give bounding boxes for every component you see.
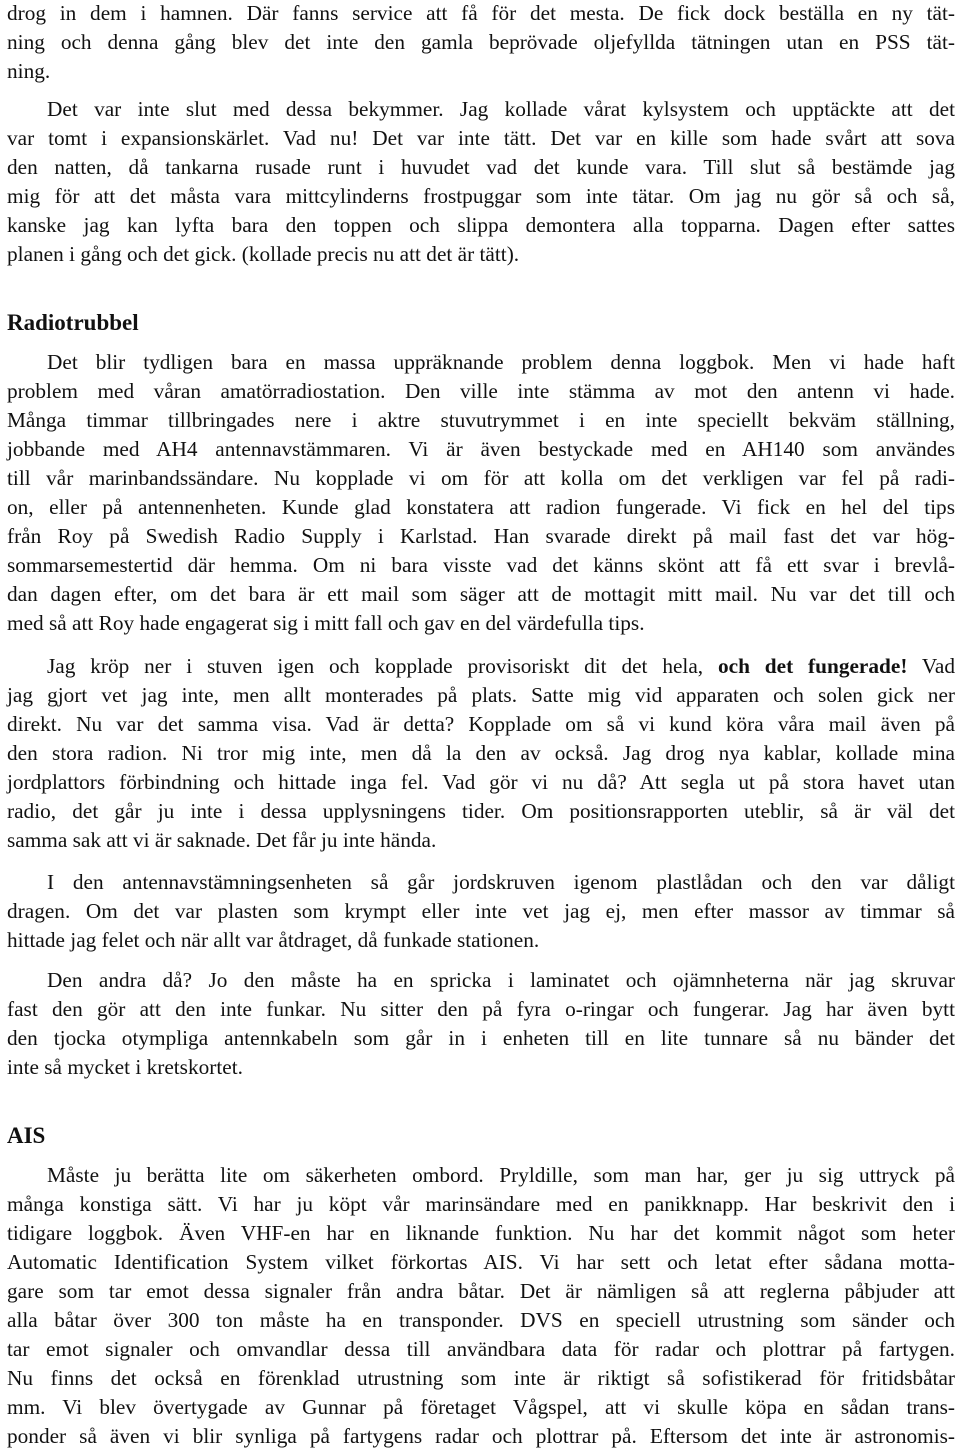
text-fragment: Vad [907,654,956,678]
text-line: drog in dem i hamnen. Där fanns service att få för det mesta. De fick dock beställa en ny tät- [7,1,955,25]
text-line: Den andra då? Jo den måste ha en spricka i laminatet och ojämnheterna när jag skruvar [47,968,955,992]
text-line: till vår marinbandssändare. Nu kopplade vi om för att kolla om det verkligen var fel på radi- [7,466,955,490]
text-line: dragen. Om det var plasten som krympt eller inte vet jag ej, men efter massor av timmar så [7,899,955,923]
text-line: problem med våran amatörradiostation. Den ville inte stämma av mot den antenn vi hade. [7,379,955,403]
paragraph-second-unit [7,966,955,1082]
text-line: många konstiga sätt. Vi har ju köpt vår marinsändare med en panikknapp. Har beskrivit den i [7,1192,955,1216]
text-line: samma sak att vi är saknade. Det får ju inte hända. [7,828,437,852]
section-heading-ais: AIS [7,1123,46,1148]
paragraph-ground-screw [7,868,955,955]
text-line: sommarsemestertid där hemma. Om ni bara visste vad det känns skönt att få ett svar i brevlå- [7,553,955,577]
text-line: inte så mycket i kretskortet. [7,1055,243,1079]
text-line: med så att Roy hade engagerat sig i mitt fall och gav en del värdefulla tips. [7,611,645,635]
text-line: hittade jag felet och när allt var åtdraget, då funkade stationen. [7,928,540,952]
emphasis-text: och det fungerade! [717,654,908,678]
text-line: jordplattors förbindning och hittade inga fel. Vad gör vi nu då? Att segla ut på stora havet utan [7,770,955,794]
section-heading-radiotrubbel: Radiotrubbel [7,310,139,335]
text-line: ning. [7,59,51,83]
paragraph-cooling-system [7,95,955,269]
text-line: Måste ju berätta lite om säkerheten ombord. Pryldille, som man har, ger ju sig uttryck på [47,1163,955,1187]
text-line: ponder så även vi blir synliga på fartygens radar och plottrar på. Eftersom det inte är astronomis- [7,1424,955,1448]
text-line: Många timmar tillbringades nere i aktre stuvutrymmet i en inte speciellt bekväm ställning, [7,408,955,432]
text-line [7,652,955,681]
text-line: Automatic Identification System vilket förkortas AIS. Vi har sett och letat efter sådana motta- [7,1250,955,1274]
text-line: direkt. Nu var det samma visa. Vad är detta? Kopplade om så vi kund köra våra mail även på [7,712,955,736]
text-line: den natten, då tankarna rusade runt i huvudet vad det kunde vara. Till slut så bestämde jag [7,155,955,179]
text-line: mig för att det måsta vara mittcylinderns frostpuggar som inte tätar. Om jag nu gör så och så, [7,184,955,208]
text-fragment: Jag kröp ner i stuven igen och kopplade provisoriskt dit det hela, [47,654,718,678]
paragraph-stowage-fix [7,652,955,855]
paragraph-continuation [7,0,955,86]
text-line: var tomt i expansionskärlet. Vad nu! Det var inte tätt. Det var en kille som hade svårt att sova [7,126,955,150]
paragraph-radio-problems [7,348,955,638]
text-line: tidigare loggbok. Även VHF-en har en liknande funktion. Nu har det kommit något som heter [7,1221,955,1245]
paragraph-ais [7,1161,955,1451]
text-line: I den antennavstämningsenheten så går jordskruven igenom plastlådan och den var dåligt [47,870,955,894]
text-line: ning och denna gång blev det inte den gamla beprövade oljefyllda tätningen utan en PSS tät- [7,30,955,54]
text-line: tar emot signaler och omvandlar dessa till användbara data för radar och plottrar på fartygen. [7,1337,955,1361]
text-line: den stora radion. Ni tror mig inte, men då la den av också. Jag drog nya kablar, kollade mina [7,741,955,765]
text-line: den tjocka otympliga antennkabeln som går in i enheten till en lite tunnare så nu bänder det [7,1026,955,1050]
text-line: mm. Vi blev övertygade av Gunnar på företaget Vågspel, att vi skulle köpa en sådan trans- [7,1395,955,1419]
text-line: gare som tar emot dessa signaler från andra båtar. Det är nämligen så att reglerna påbjuder att [7,1279,955,1303]
text-line: jag gjort vet jag inte, men allt monterades på plats. Satte mig vid apparaten och solen gick ner [7,683,955,707]
text-line: fast den gör att den inte funkar. Nu sitter den på fyra o-ringar och fungerar. Jag har även bytt [7,997,955,1021]
text-line: Det blir tydligen bara en massa uppräknande problem denna loggbok. Men vi hade haft [47,350,955,374]
text-line: Det var inte slut med dessa bekymmer. Jag kollade vårat kylsystem och upptäckte att det [47,97,955,121]
text-line: alla båtar över 300 ton måste ha en transponder. DVS en speciell utrustning som sänder och [7,1308,955,1332]
text-line: radio, det går ju inte i dessa upplysningens tider. Om positionsrapporten uteblir, så är väl det [7,799,955,823]
text-line: on, eller på antennenheten. Kunde glad konstatera att radion fungerade. Vi fick en hel del tips [7,495,955,519]
text-line: planen i gång och det gick. (kollade precis nu att det är tätt). [7,242,520,266]
text-line: från Roy på Swedish Radio Supply i Karlstad. Han svarade direkt på mail fast det var hög- [7,524,955,548]
text-line: dan dagen efter, om det bara är ett mail som säger att de mottagit mitt mail. Nu var det till och [7,582,955,606]
text-line: jobbande med AH4 antennavstämmaren. Vi är även bestyckade med en AH140 som användes [7,437,955,461]
text-line: kanske jag kan lyfta bara den toppen och slippa demontera alla topparna. Dagen efter sattes [7,213,955,237]
text-line: Nu finns det också en förenklad utrustning som inte är riktigt så sofistikerad för fritidsbåtar [7,1366,955,1390]
